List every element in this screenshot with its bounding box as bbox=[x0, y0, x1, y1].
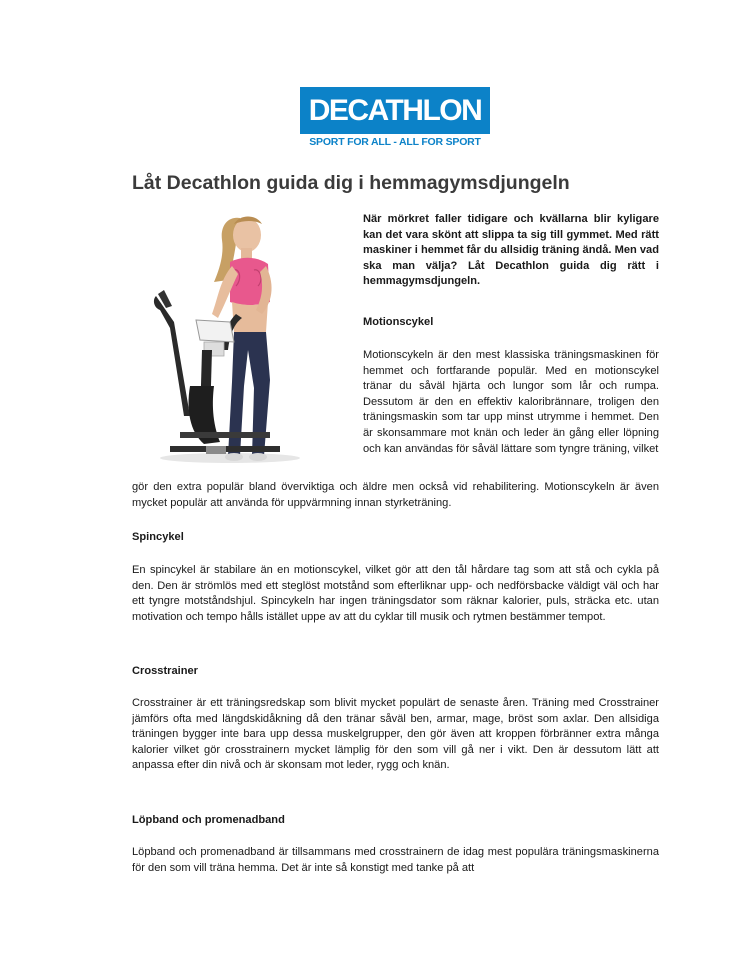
motionscykel-paragraph: Motionscykeln är den mest klassiska träningsmaskinen för hemmet och fortfarande populär. Med en motionscykel tränar du såväl hjärta och lungor som lår och rumpa. Dessutom är den en effektiv kaloribrännare, troligen den träningsmaskin som tar upp minst utrymme i hemmet. Den är skonsammare mot knän och leder än gång eller löpning och kan användas för såväl lättare som tyngre träning, vilket bbox=[363, 349, 659, 455]
section-heading-crosstrainer: Crosstrainer bbox=[132, 665, 198, 677]
motionscykel-paragraph-continued: gör den extra populär bland överviktiga och äldre men också vid rehabilitering. Motionscykeln är även mycket populär att använda för uppvärmning innan styrketräning. bbox=[132, 481, 659, 509]
woman-on-crosstrainer-photo bbox=[150, 210, 303, 464]
decathlon-logo bbox=[300, 87, 490, 150]
section-heading-motionscykel: Motionscykel bbox=[363, 316, 434, 328]
logo-box bbox=[300, 87, 490, 134]
spincykel-paragraph: En spincykel är stabilare än en motionscykel, vilket gör att den tål hårdare tag som att stå och cykla på den. Den är strömlös med ett steglöst motstånd som efterliknar upp- och nedförsbacke väldigt väl och har ett tyngre motståndshjul. Spincykeln har ingen träningsdator som räknar kalorier, puls, sträcka etc. utan motivation och tempo hålls istället uppe av att du cyklar till musik och rytmen bestämmer tempot. bbox=[132, 564, 659, 623]
logo-tagline: SPORT FOR ALL - ALL FOR SPORT bbox=[309, 136, 481, 148]
crosstrainer-paragraph: Crosstrainer är ett träningsredskap som blivit mycket populärt de senaste åren. Träning med Crosstrainer jämförs ofta med längdskidåkning då den tränar såväl ben, armar, mage, bröst som axlar. Den allsidiga träningen bygger inte bara upp dessa muskelgrupper, den gör även att kroppen förbränner extra många kalorier vilket gör crosstrainern mycket lämplig för den som vill gå ner i vikt. Den är dessutom lätt att anpassa efter din nivå och är skonsam mot leder, rygg och knän. bbox=[132, 697, 659, 772]
section-heading-spincykel: Spincykel bbox=[132, 531, 184, 543]
page-title: Låt Decathlon guida dig i hemmagymsdjungeln bbox=[132, 172, 570, 194]
logo-wordmark: DECATHLON bbox=[308, 93, 482, 127]
section-heading-lopband: Löpband och promenadband bbox=[132, 814, 285, 826]
lopband-paragraph: Löpband och promenadband är tillsammans med crosstrainern de idag mest populära träningsmaskinerna för den som vill träna hemma. Det är inte så konstigt med tanke på att bbox=[132, 846, 659, 874]
intro-paragraph: När mörkret faller tidigare och kvällarna blir kyligare kan det vara skönt att slippa ta sig till gymmet. Med rätt maskiner i hemmet får du allsidig träning ändå. Men vad ska man välja? Låt Decathlon guida dig rätt i hemmagymsdjungeln. bbox=[363, 213, 659, 288]
